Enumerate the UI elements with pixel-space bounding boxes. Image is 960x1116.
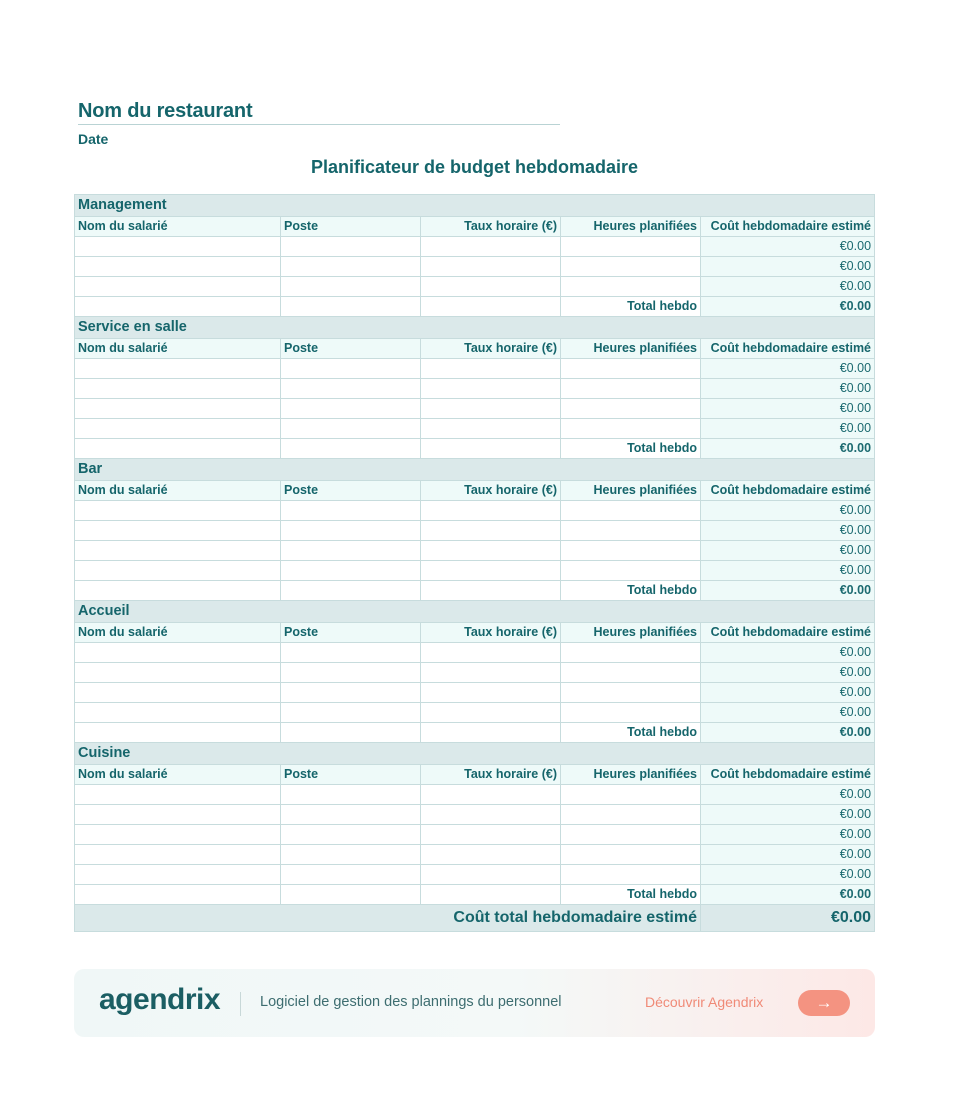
weekly-cost-cell: €0.00 <box>701 359 875 379</box>
col-employee-name-cell[interactable] <box>75 237 281 257</box>
col-position-cell[interactable] <box>281 683 421 703</box>
col-position-header: Poste <box>281 217 421 237</box>
section-header <box>75 601 875 623</box>
col-hourly-rate-cell[interactable] <box>421 865 561 885</box>
col-employee-name-cell[interactable] <box>75 359 281 379</box>
col-employee-name-cell[interactable] <box>75 703 281 723</box>
section-title: Accueil <box>75 601 875 623</box>
col-hourly-rate-cell[interactable] <box>421 683 561 703</box>
col-hourly-rate-cell[interactable] <box>421 419 561 439</box>
employee-row <box>75 805 875 825</box>
total-label: Total hebdo <box>561 885 701 905</box>
col-position-cell[interactable] <box>281 439 421 459</box>
col-hourly-rate-cell[interactable] <box>421 257 561 277</box>
weekly-cost-cell: €0.00 <box>701 865 875 885</box>
employee-row <box>75 865 875 885</box>
col-hourly-rate-cell[interactable] <box>421 399 561 419</box>
col-employee-name-header: Nom du salarié <box>75 623 281 643</box>
employee-row <box>75 561 875 581</box>
col-position-cell[interactable] <box>281 379 421 399</box>
section-header <box>75 317 875 339</box>
col-planned-hours-cell[interactable] <box>561 419 701 439</box>
col-hourly-rate-cell[interactable] <box>421 581 561 601</box>
weekly-cost-cell: €0.00 <box>701 257 875 277</box>
section-title: Management <box>75 195 875 217</box>
total-label: Total hebdo <box>561 297 701 317</box>
col-position-cell[interactable] <box>281 663 421 683</box>
col-position-cell[interactable] <box>281 845 421 865</box>
col-employee-name-cell[interactable] <box>75 723 281 743</box>
total-label: Total hebdo <box>561 581 701 601</box>
employee-row <box>75 379 875 399</box>
restaurant-name[interactable]: Nom du restaurant <box>78 98 560 125</box>
col-hourly-rate-cell[interactable] <box>421 663 561 683</box>
weekly-cost-cell: €0.00 <box>701 561 875 581</box>
col-position-cell[interactable] <box>281 257 421 277</box>
section-header <box>75 195 875 217</box>
col-employee-name-cell[interactable] <box>75 277 281 297</box>
col-position-cell[interactable] <box>281 805 421 825</box>
section-total-row <box>75 723 875 743</box>
col-planned-hours-header: Heures planifiées <box>561 339 701 359</box>
col-hourly-rate-cell[interactable] <box>421 359 561 379</box>
col-hourly-rate-cell[interactable] <box>421 561 561 581</box>
employee-row <box>75 541 875 561</box>
weekly-cost-cell: €0.00 <box>701 805 875 825</box>
col-employee-name-cell[interactable] <box>75 581 281 601</box>
col-position-cell[interactable] <box>281 399 421 419</box>
column-header-row <box>75 339 875 359</box>
col-hourly-rate-header: Taux horaire (€) <box>421 339 561 359</box>
weekly-cost-cell: €0.00 <box>701 703 875 723</box>
employee-row <box>75 845 875 865</box>
col-employee-name-cell[interactable] <box>75 379 281 399</box>
discover-link[interactable]: Découvrir Agendrix <box>645 994 764 1010</box>
col-employee-name-header: Nom du salarié <box>75 339 281 359</box>
col-planned-hours-cell[interactable] <box>561 501 701 521</box>
col-hourly-rate-cell[interactable] <box>421 277 561 297</box>
section-total-row <box>75 297 875 317</box>
col-employee-name-header: Nom du salarié <box>75 217 281 237</box>
col-employee-name-cell[interactable] <box>75 501 281 521</box>
weekly-cost-cell: €0.00 <box>701 825 875 845</box>
employee-row <box>75 237 875 257</box>
section-total-value: €0.00 <box>701 439 875 459</box>
col-employee-name-header: Nom du salarié <box>75 765 281 785</box>
col-position-cell[interactable] <box>281 825 421 845</box>
col-hourly-rate-cell[interactable] <box>421 541 561 561</box>
col-hourly-rate-cell[interactable] <box>421 439 561 459</box>
banner-tagline: Logiciel de gestion des plannings du personnel <box>260 994 562 1010</box>
col-hourly-rate-cell[interactable] <box>421 845 561 865</box>
section-total-value: €0.00 <box>701 581 875 601</box>
weekly-cost-cell: €0.00 <box>701 419 875 439</box>
col-hourly-rate-cell[interactable] <box>421 723 561 743</box>
col-weekly-cost-header: Coût hebdomadaire estimé <box>701 765 875 785</box>
employee-row <box>75 825 875 845</box>
col-position-cell[interactable] <box>281 541 421 561</box>
section-total-row <box>75 581 875 601</box>
col-hourly-rate-header: Taux horaire (€) <box>421 765 561 785</box>
section-title: Cuisine <box>75 743 875 765</box>
col-employee-name-cell[interactable] <box>75 561 281 581</box>
col-position-cell[interactable] <box>281 865 421 885</box>
employee-row <box>75 521 875 541</box>
col-position-cell[interactable] <box>281 785 421 805</box>
date-label: Date <box>78 131 109 147</box>
col-hourly-rate-cell[interactable] <box>421 643 561 663</box>
col-employee-name-cell[interactable] <box>75 805 281 825</box>
employee-row <box>75 663 875 683</box>
col-weekly-cost-header: Coût hebdomadaire estimé <box>701 217 875 237</box>
col-planned-hours-header: Heures planifiées <box>561 765 701 785</box>
col-planned-hours-header: Heures planifiées <box>561 217 701 237</box>
col-planned-hours-cell[interactable] <box>561 845 701 865</box>
total-label: Total hebdo <box>561 723 701 743</box>
employee-row <box>75 359 875 379</box>
col-employee-name-cell[interactable] <box>75 643 281 663</box>
column-header-row <box>75 765 875 785</box>
col-employee-name-cell[interactable] <box>75 663 281 683</box>
col-position-cell[interactable] <box>281 561 421 581</box>
employee-row <box>75 703 875 723</box>
section-total-value: €0.00 <box>701 297 875 317</box>
arrow-right-icon[interactable]: → <box>798 990 850 1016</box>
col-employee-name-cell[interactable] <box>75 825 281 845</box>
agendrix-banner[interactable] <box>74 969 875 1037</box>
weekly-cost-cell: €0.00 <box>701 501 875 521</box>
weekly-cost-cell: €0.00 <box>701 785 875 805</box>
column-header-row <box>75 481 875 501</box>
col-hourly-rate-header: Taux horaire (€) <box>421 481 561 501</box>
col-weekly-cost-header: Coût hebdomadaire estimé <box>701 339 875 359</box>
weekly-cost-cell: €0.00 <box>701 663 875 683</box>
col-planned-hours-cell[interactable] <box>561 683 701 703</box>
col-planned-hours-cell[interactable] <box>561 541 701 561</box>
section-title: Service en salle <box>75 317 875 339</box>
employee-row <box>75 501 875 521</box>
weekly-cost-cell: €0.00 <box>701 399 875 419</box>
section-total-row <box>75 439 875 459</box>
col-position-header: Poste <box>281 339 421 359</box>
employee-row <box>75 683 875 703</box>
col-employee-name-cell[interactable] <box>75 845 281 865</box>
col-planned-hours-cell[interactable] <box>561 805 701 825</box>
col-planned-hours-cell[interactable] <box>561 379 701 399</box>
employee-row <box>75 277 875 297</box>
weekly-cost-cell: €0.00 <box>701 683 875 703</box>
col-hourly-rate-cell[interactable] <box>421 825 561 845</box>
col-hourly-rate-cell[interactable] <box>421 805 561 825</box>
col-position-cell[interactable] <box>281 501 421 521</box>
budget-table <box>74 194 875 932</box>
weekly-cost-cell: €0.00 <box>701 237 875 257</box>
grand-total-row <box>75 905 875 932</box>
col-hourly-rate-cell[interactable] <box>421 237 561 257</box>
section-title: Bar <box>75 459 875 481</box>
banner-divider <box>240 992 241 1016</box>
col-position-cell[interactable] <box>281 237 421 257</box>
col-employee-name-cell[interactable] <box>75 439 281 459</box>
weekly-cost-cell: €0.00 <box>701 379 875 399</box>
col-employee-name-cell[interactable] <box>75 865 281 885</box>
col-hourly-rate-header: Taux horaire (€) <box>421 217 561 237</box>
col-employee-name-cell[interactable] <box>75 785 281 805</box>
col-employee-name-cell[interactable] <box>75 257 281 277</box>
col-planned-hours-cell[interactable] <box>561 643 701 663</box>
col-hourly-rate-cell[interactable] <box>421 297 561 317</box>
section-total-value: €0.00 <box>701 885 875 905</box>
grand-total-label: Coût total hebdomadaire estimé <box>75 905 701 932</box>
col-position-cell[interactable] <box>281 703 421 723</box>
column-header-row <box>75 623 875 643</box>
col-hourly-rate-cell[interactable] <box>421 885 561 905</box>
col-planned-hours-cell[interactable] <box>561 237 701 257</box>
col-hourly-rate-header: Taux horaire (€) <box>421 623 561 643</box>
grand-total-value: €0.00 <box>701 905 875 932</box>
col-planned-hours-cell[interactable] <box>561 257 701 277</box>
col-hourly-rate-cell[interactable] <box>421 521 561 541</box>
col-hourly-rate-cell[interactable] <box>421 703 561 723</box>
col-position-cell[interactable] <box>281 297 421 317</box>
col-hourly-rate-cell[interactable] <box>421 379 561 399</box>
employee-row <box>75 419 875 439</box>
employee-row <box>75 399 875 419</box>
col-hourly-rate-cell[interactable] <box>421 785 561 805</box>
col-position-cell[interactable] <box>281 723 421 743</box>
col-planned-hours-cell[interactable] <box>561 663 701 683</box>
col-employee-name-cell[interactable] <box>75 419 281 439</box>
col-employee-name-cell[interactable] <box>75 541 281 561</box>
col-planned-hours-cell[interactable] <box>561 399 701 419</box>
col-employee-name-cell[interactable] <box>75 521 281 541</box>
col-planned-hours-cell[interactable] <box>561 561 701 581</box>
col-employee-name-cell[interactable] <box>75 399 281 419</box>
col-hourly-rate-cell[interactable] <box>421 501 561 521</box>
col-position-cell[interactable] <box>281 277 421 297</box>
col-employee-name-cell[interactable] <box>75 683 281 703</box>
weekly-cost-cell: €0.00 <box>701 643 875 663</box>
weekly-cost-cell: €0.00 <box>701 541 875 561</box>
employee-row <box>75 643 875 663</box>
col-planned-hours-cell[interactable] <box>561 865 701 885</box>
employee-row <box>75 257 875 277</box>
col-position-header: Poste <box>281 481 421 501</box>
employee-row <box>75 785 875 805</box>
col-weekly-cost-header: Coût hebdomadaire estimé <box>701 481 875 501</box>
weekly-cost-cell: €0.00 <box>701 845 875 865</box>
col-employee-name-header: Nom du salarié <box>75 481 281 501</box>
col-planned-hours-cell[interactable] <box>561 359 701 379</box>
total-label: Total hebdo <box>561 439 701 459</box>
col-employee-name-cell[interactable] <box>75 297 281 317</box>
col-planned-hours-cell[interactable] <box>561 825 701 845</box>
col-employee-name-cell[interactable] <box>75 885 281 905</box>
col-planned-hours-cell[interactable] <box>561 521 701 541</box>
col-position-cell[interactable] <box>281 419 421 439</box>
section-total-value: €0.00 <box>701 723 875 743</box>
col-position-header: Poste <box>281 765 421 785</box>
section-header <box>75 743 875 765</box>
col-position-header: Poste <box>281 623 421 643</box>
col-planned-hours-cell[interactable] <box>561 785 701 805</box>
col-position-cell[interactable] <box>281 885 421 905</box>
col-position-cell[interactable] <box>281 521 421 541</box>
col-position-cell[interactable] <box>281 643 421 663</box>
col-planned-hours-cell[interactable] <box>561 703 701 723</box>
col-planned-hours-header: Heures planifiées <box>561 623 701 643</box>
col-planned-hours-header: Heures planifiées <box>561 481 701 501</box>
section-header <box>75 459 875 481</box>
weekly-cost-cell: €0.00 <box>701 521 875 541</box>
section-total-row <box>75 885 875 905</box>
column-header-row <box>75 217 875 237</box>
page-title: Planificateur de budget hebdomadaire <box>310 157 639 177</box>
col-weekly-cost-header: Coût hebdomadaire estimé <box>701 623 875 643</box>
col-planned-hours-cell[interactable] <box>561 277 701 297</box>
agendrix-logo[interactable]: agendrix <box>99 983 221 1016</box>
col-position-cell[interactable] <box>281 581 421 601</box>
col-position-cell[interactable] <box>281 359 421 379</box>
weekly-cost-cell: €0.00 <box>701 277 875 297</box>
